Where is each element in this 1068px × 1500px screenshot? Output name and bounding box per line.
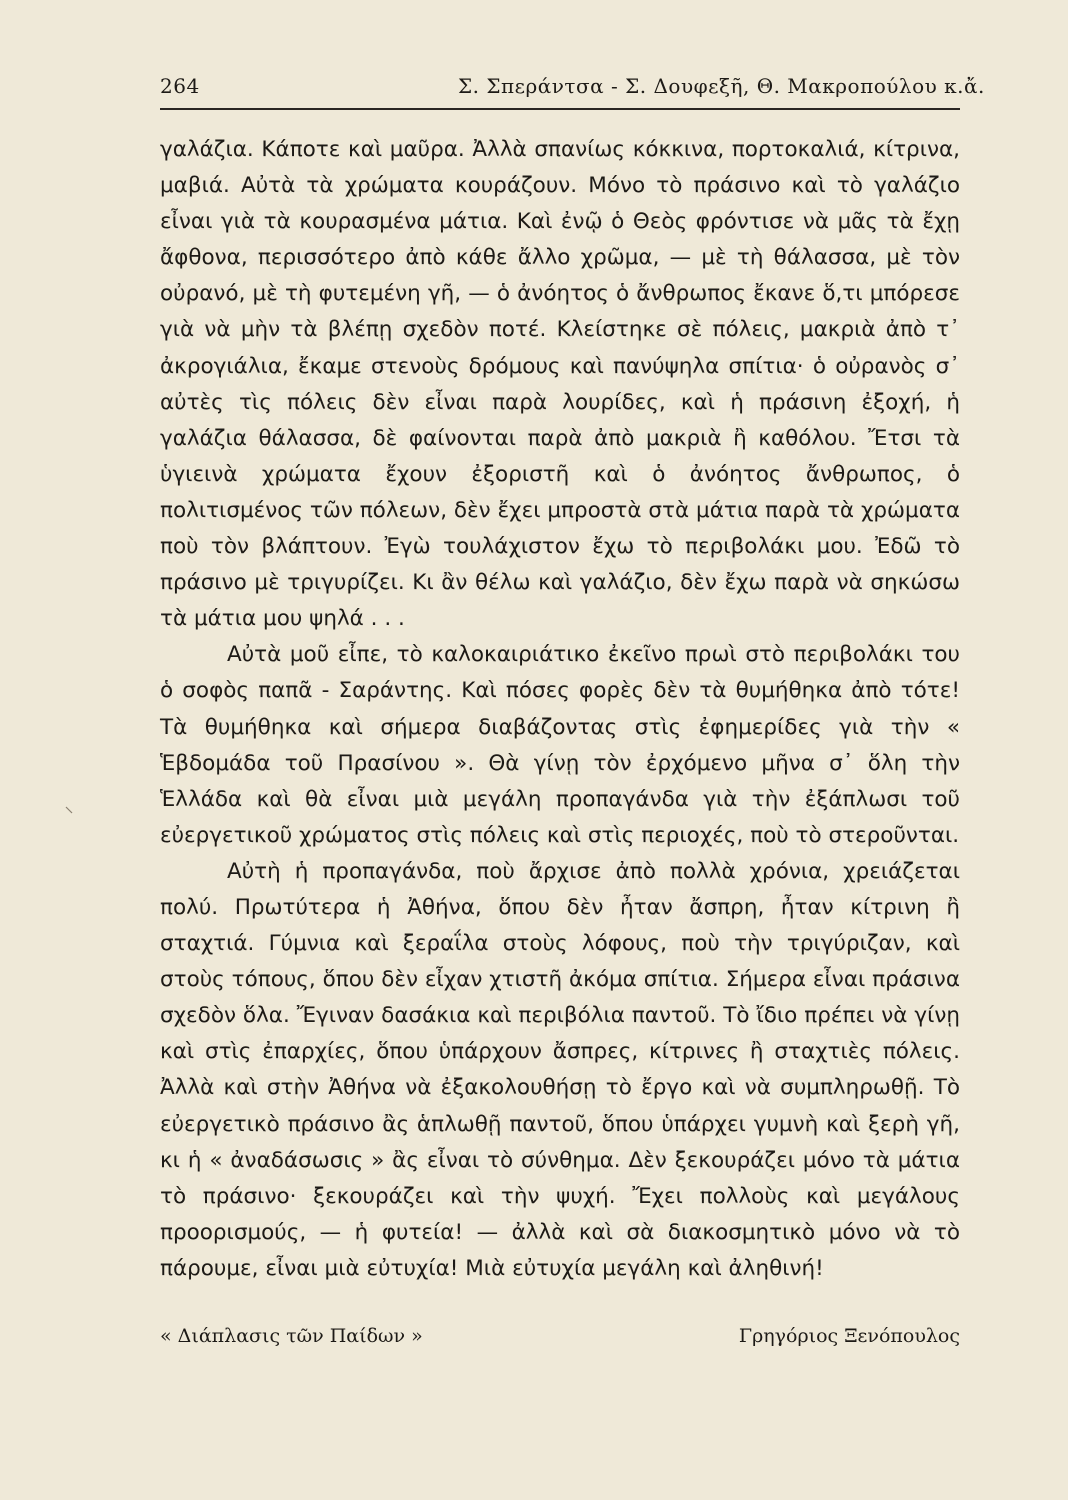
paragraph-2: Αὐτὰ μοῦ εἶπε, τὸ καλοκαιριάτικο ἐκεῖνο πρωὶ στὸ περιβολάκι του ὁ σοφὸς παπᾶ - Σαράντης. Καὶ πόσες φορὲς δὲν τὰ θυμήθηκα ἀπὸ τότε! Τὰ θυμήθηκα καὶ σήμερα διαβάζοντας στὶς ἐφημερίδες γιὰ τὴν « Ἑβδομάδα τοῦ Πρασίνου ». Θὰ γίνῃ τὸν ἐρχόμενο μῆνα σ᾿ ὅλη τὴν Ἑλλάδα καὶ θὰ εἶναι μιὰ μεγάλη προπαγάνδα γιὰ τὴν ἐξάπλωσι τοῦ εὐεργετικοῦ χρώματος στὶς πόλεις καὶ στὶς περιοχές, ποὺ τὸ στεροῦνται. [160, 642, 960, 848]
author-name: Γρηγόριος Ξενόπουλος [738, 1325, 960, 1347]
page-number: 264 [160, 74, 200, 98]
paragraph-3: Αὐτὴ ἡ προπαγάνδα, ποὺ ἄρχισε ἀπὸ πολλὰ χρόνια, χρειάζεται πολύ. Πρωτύτερα ἡ Ἀθήνα, ὅπου δὲν ἦταν ἄσπρη, ἦταν κίτρινη ἢ σταχτιά. Γύμνια καὶ ξεραΐλα στοὺς λόφους, ποὺ τὴν τριγύριζαν, καὶ στοὺς τόπους, ὅπου δὲν εἶχαν χτιστῆ ἀκόμα σπίτια. Σήμερα εἶναι πράσινα σχεδὸν ὅλα. Ἔγιναν δασάκια καὶ περιβόλια παντοῦ. Τὸ ἴδιο πρέπει νὰ γίνῃ καὶ στὶς ἐπαρχίες, ὅπου ὑπάρχουν ἄσπρες, κίτρινες ἢ σταχτιὲς πόλεις. Ἀλλὰ καὶ στὴν Ἀθήνα νὰ ἐξακολουθήσῃ τὸ ἔργο καὶ νὰ συμπληρωθῇ. Τὸ εὐεργετικὸ πράσινο ἂς ἁπλωθῇ παντοῦ, ὅπου ὑπάρχει γυμνὴ καὶ ξερὴ γῆ, κι ἡ « ἀναδάσωσις » ἂς εἶναι τὸ σύνθημα. Δὲν ξεκουράζει μόνο τὰ μάτια τὸ πράσινο· ξεκουράζει καὶ τὴν ψυχή. Ἔχει πολλοὺς καὶ μεγάλους προορισμούς, — ἡ φυτεία! — ἀλλὰ καὶ σὰ διακοσμητικὸ μόνο νὰ τὸ πάρουμε, εἶναι μιὰ εὐτυχία! Μιὰ εὐτυχία μεγάλη καὶ ἀληθινή! [160, 858, 960, 1281]
paragraph-1: γαλάζια. Κάποτε καὶ μαῦρα. Ἀλλὰ σπανίως κόκκινα, πορτοκαλιά, κίτρινα, μαβιά. Αὐτὰ τὰ χρώματα κουράζουν. Μόνο τὸ πράσινο καὶ τὸ γαλάζιο εἶναι γιὰ τὰ κουρασμένα μάτια. Καὶ ἐνῷ ὁ Θεὸς φρόντισε νὰ μᾶς τὰ ἔχῃ ἄφθονα, περισσότερο ἀπὸ κάθε ἄλλο χρῶμα, — μὲ τὴ θάλασσα, μὲ τὸν οὐρανό, μὲ τὴ φυτεμένη γῆ, — ὁ ἀνόητος ὁ ἄνθρωπος ἔκανε ὅ,τι μπόρεσε γιὰ νὰ μὴν τὰ βλέπῃ σχεδὸν ποτέ. Κλείστηκε σὲ πόλεις, μακριὰ ἀπὸ τ᾿ ἀκρογιάλια, ἔκαμε στενοὺς δρόμους καὶ πανύψηλα σπίτια· ὁ οὐρανὸς σ᾿ αὐτὲς τὶς πόλεις δὲν εἶναι παρὰ λουρίδες, καὶ ἡ πράσινη ἐξοχή, ἡ γαλάζια θάλασσα, δὲ φαίνονται παρὰ ἀπὸ μακριὰ ἢ καθόλου. Ἔτσι τὰ ὑγιεινὰ χρώματα ἔχουν ἐξοριστῆ καὶ ὁ ἀνόητος ἄνθρωπος, ὁ πολιτισμένος τῶν πόλεων, δὲν ἔχει μπροστὰ στὰ μάτια παρὰ τὰ χρώματα ποὺ τὸν βλάπτουν. Ἐγὼ τουλάχιστον ἔχω τὸ περιβολάκι μου. Ἐδῶ τὸ πράσινο μὲ τριγυρίζει. Κι ἂν θέλω καὶ γαλάζιο, δὲν ἔχω παρὰ νὰ σηκώσω τὰ μάτια μου ψηλά . . . [160, 137, 960, 632]
header-rule [160, 108, 960, 110]
running-head [160, 74, 985, 102]
pen-mark-icon [64, 805, 74, 815]
body-text [160, 132, 960, 1287]
source-citation: « Διάπλασις τῶν Παίδων » [160, 1325, 423, 1347]
footer [160, 1325, 960, 1355]
running-title: Σ. Σπεράντσα - Σ. Δουφεξῆ, Θ. Μακροπούλου κ.ἄ. [458, 74, 985, 98]
